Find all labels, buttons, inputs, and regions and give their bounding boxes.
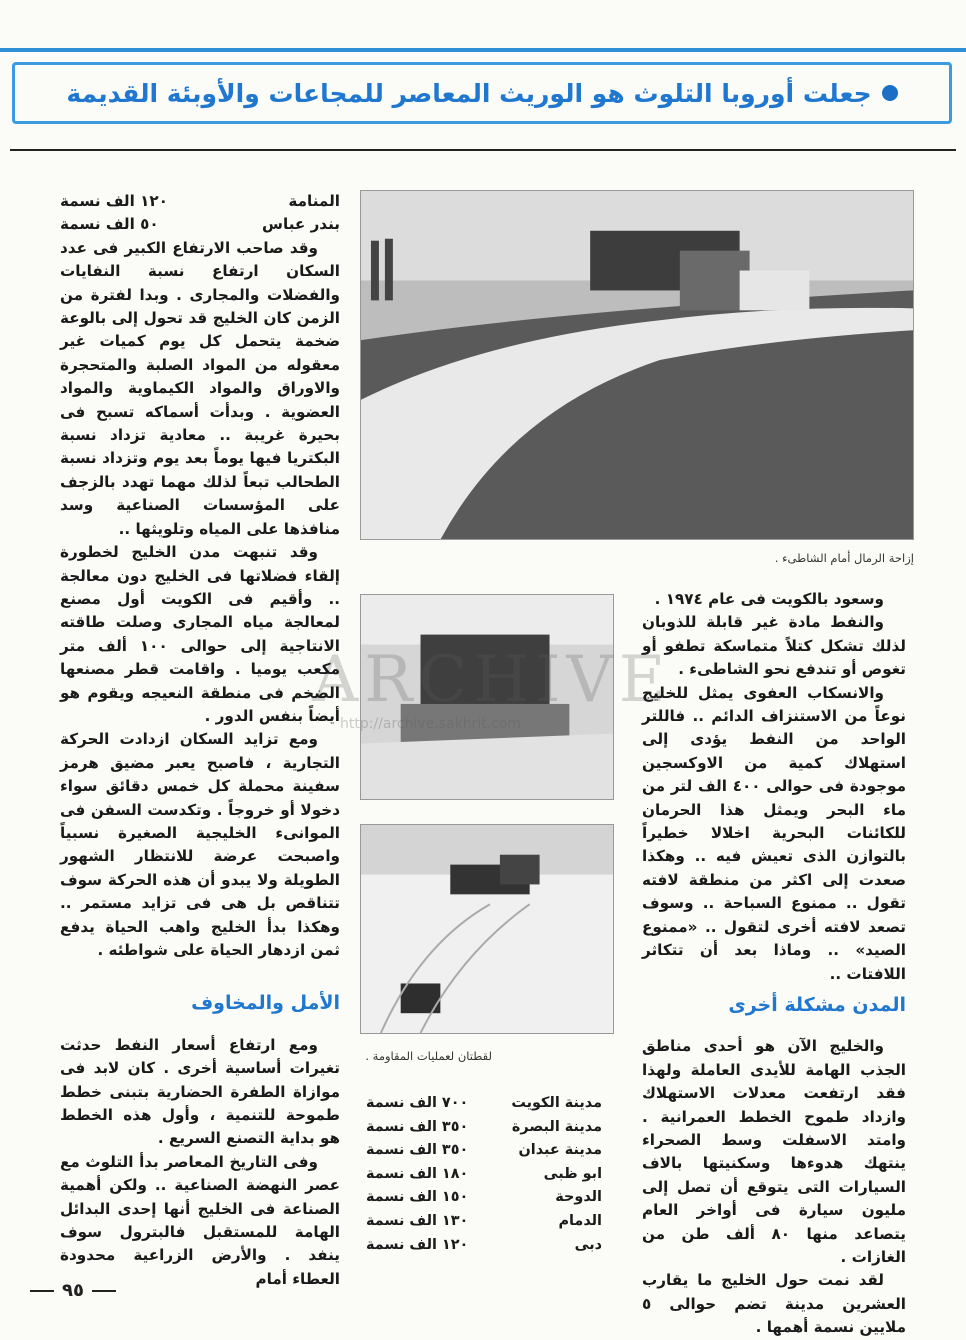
folio-dash bbox=[92, 1290, 116, 1292]
headline-box bbox=[12, 62, 952, 124]
archive-watermark-url: http://archive.sakhrit.com bbox=[340, 716, 522, 732]
page-number-text: ٩٥ bbox=[62, 1280, 84, 1301]
paragraph: ومع تزايد السكان ازدادت الحركة التجارية ، فاصبح يعبر مضيق هرمز سفينة محملة كل خمس دقائق سواء دخولا أو خروجاً . وتكدست السفن فى الموانىء الخليجية الصغيرة نسبياً واصبحت عرضة للانتظار الشهور الطويلة ولا يبدو أن هذه الحركة سوف تتناقص بل هى فى تزايد مستمر .. وهكذا بدأ الخليج واهب الحياة يدفع ثمن ازدهار الحياة على شواطئه . bbox=[60, 730, 340, 959]
stat-row bbox=[60, 190, 340, 213]
paragraph: وسعود بالكويت فى عام ١٩٧٤ . bbox=[654, 590, 884, 608]
photo-1-caption: إزاحة الرمال أمام الشاطىء . bbox=[774, 551, 914, 565]
section-subheading: الأمل والمخاوف bbox=[191, 992, 340, 1015]
page-number bbox=[30, 1280, 116, 1301]
city-population: ٧٠٠ الف نسمة bbox=[366, 1095, 469, 1111]
paragraph: وقد صاحب الارتفاع الكبير فى عدد السكان ارتفاع نسبة النفايات والفضلات والمجارى . وبدا لفترة من الزمن كان الخليج قد تحول إلى بالوعة ضخمة يتحمل كل يوم كميات غير معقوله من المواد الصلبة والمتحجرة والاوراق والمواد الكيماوية والمواد العضوية . وبدأت أسماكه تسبح فى بحيرة غريبة .. معادية تزداد نسبة البكتريا فيها يوماً بعد يوم وتزداد نسبة الطحالب تبعاً لذلك مهما تهدد بالزجف على المؤسسات الصناعية وسد منافذها على المياه وتلويثها .. bbox=[60, 238, 340, 538]
city-row bbox=[366, 1116, 602, 1140]
paragraph: ومع ارتفاع أسعار النفط حدثت تغيرات أساسية أخرى . كان لابد فى موازاة الطفرة الحضارية بتبنى خطط طموحة للتنمية ، وأول هذه الخطط هو بداية التصنع السريع . bbox=[60, 1035, 340, 1148]
folio-dash bbox=[30, 1290, 54, 1292]
city-name: ابو ظبى bbox=[543, 1165, 602, 1182]
city-row bbox=[366, 1186, 602, 1210]
city-name: الدمام bbox=[558, 1212, 602, 1229]
city-row bbox=[366, 1234, 602, 1258]
photo-3-caption: لقطتان لعمليات المقاومة . bbox=[365, 1049, 492, 1063]
bullet-dot-icon bbox=[882, 85, 898, 101]
top-blue-rule bbox=[0, 48, 966, 52]
city-name: دبى bbox=[574, 1236, 602, 1253]
city-population: ٣٥٠ الف نسمة bbox=[366, 1142, 469, 1159]
cities-population-list bbox=[366, 1092, 602, 1257]
paragraph: والنفط مادة غير قابلة للذوبان لذلك تشكل كتلاً متماسكة تطفو أو تغوص أو تندفع نحو الشاطىء . bbox=[642, 613, 906, 679]
city-name: مدينة عبدان bbox=[518, 1142, 602, 1159]
bulldozer-beach-photo bbox=[360, 190, 914, 540]
archive-watermark: ARCHIVE bbox=[312, 643, 672, 717]
city-row bbox=[366, 1210, 602, 1234]
stat-place: المنامة bbox=[288, 192, 340, 210]
paragraph: والانسكاب العفوى يمثل للخليج نوعاً من الاستنزاف الدائم .. فاللتر الواحد من النفط يؤدى إلى استهلاك كمية من الاوكسجين موجودة فى حوالى ٤٠٠ الف لتر من ماء البحر ويمثل هذا الحرمان للكائنات البحرية اخلالا خطيراً بالتوازن الذى تعيش فيه .. وهكذا صعدت إلى اكثر من منطقة لافته تقول .. ممنوع السباحة .. وسوف تصعد لافته أخرى لتقول .. «ممنوع الصيد» .. وماذا بعد أن تتكاثر اللافتات .. bbox=[642, 683, 906, 983]
stat-value: ١٢٠ الف نسمة bbox=[60, 192, 168, 210]
paragraph: لقد نمت حول الخليج ما يقارب العشرين مدينة تضم حوالى ٥ ملايين نسمة أهمها . bbox=[642, 1271, 906, 1337]
left-text-column bbox=[60, 190, 340, 1291]
paragraph: وقد تنبهت مدن الخليج لخطورة إلقاء فضلاتها فى الخليج دون معالجة .. وأقيم فى الكويت أول مصنع لمعالجة مياه المجارى وصلت طاقته الانتاجية إلى حوالى ١٠٠ ألف متر مكعب يوميا . واقامت قطر مصنعها الضخم فى منطقة النعيجه ويقوم هو أيضاً بنفس الدور . bbox=[60, 543, 340, 725]
city-row bbox=[366, 1139, 602, 1163]
vehicles-desert-photo bbox=[360, 824, 614, 1034]
city-row bbox=[366, 1092, 602, 1116]
city-population: ١٢٠ الف نسمة bbox=[366, 1236, 469, 1253]
city-name: مدينة الكويت bbox=[511, 1095, 602, 1111]
headline: جعلت أوروبا التلوث هو الوريث المعاصر للمجاعات والأوبئة القديمة bbox=[66, 78, 872, 108]
stat-row bbox=[60, 213, 340, 236]
paragraph: والخليج الآن هو أحدى مناطق الجذب الهامة للأيدى العاملة ولهذا فقد ارتفعت معدلات الاستهلاك وازداد طموح الخطط العمرانية . وامتد الاسفلت وسط الصحراء ينتهك هدوءها وسكنيتها بالاف السيارات التى يتوقع أن تصل إلى مليون سيارة فى أواخر العام يتصاعد منها ٨٠ ألف طن من الغازات . bbox=[642, 1037, 907, 1266]
city-name: الدوحة bbox=[555, 1189, 602, 1206]
city-row bbox=[366, 1163, 602, 1187]
right-text-column bbox=[642, 588, 906, 1340]
header-rule bbox=[10, 149, 956, 151]
stat-value: ٥٠ الف نسمة bbox=[60, 215, 159, 234]
stat-place: بندر عباس bbox=[262, 215, 340, 234]
section-subheading: المدن مشكلة أخرى bbox=[728, 993, 906, 1016]
city-population: ١٣٠ الف نسمة bbox=[366, 1212, 469, 1229]
city-name: مدينة البصرة bbox=[511, 1118, 602, 1135]
city-population: ١٥٠ الف نسمة bbox=[366, 1189, 469, 1206]
city-population: ٣٥٠ الف نسمة bbox=[366, 1118, 469, 1135]
city-population: ١٨٠ الف نسمة bbox=[366, 1165, 469, 1182]
paragraph: وفى التاريخ المعاصر بدأ التلوث مع عصر النهضة الصناعية .. ولكن أهمية الصناعة فى الخليج أنها إحدى البدائل الهامة للمستقبل فالبترول سوف ينفد . والأرض الزراعية محدودة العطاء أمام bbox=[60, 1152, 340, 1288]
